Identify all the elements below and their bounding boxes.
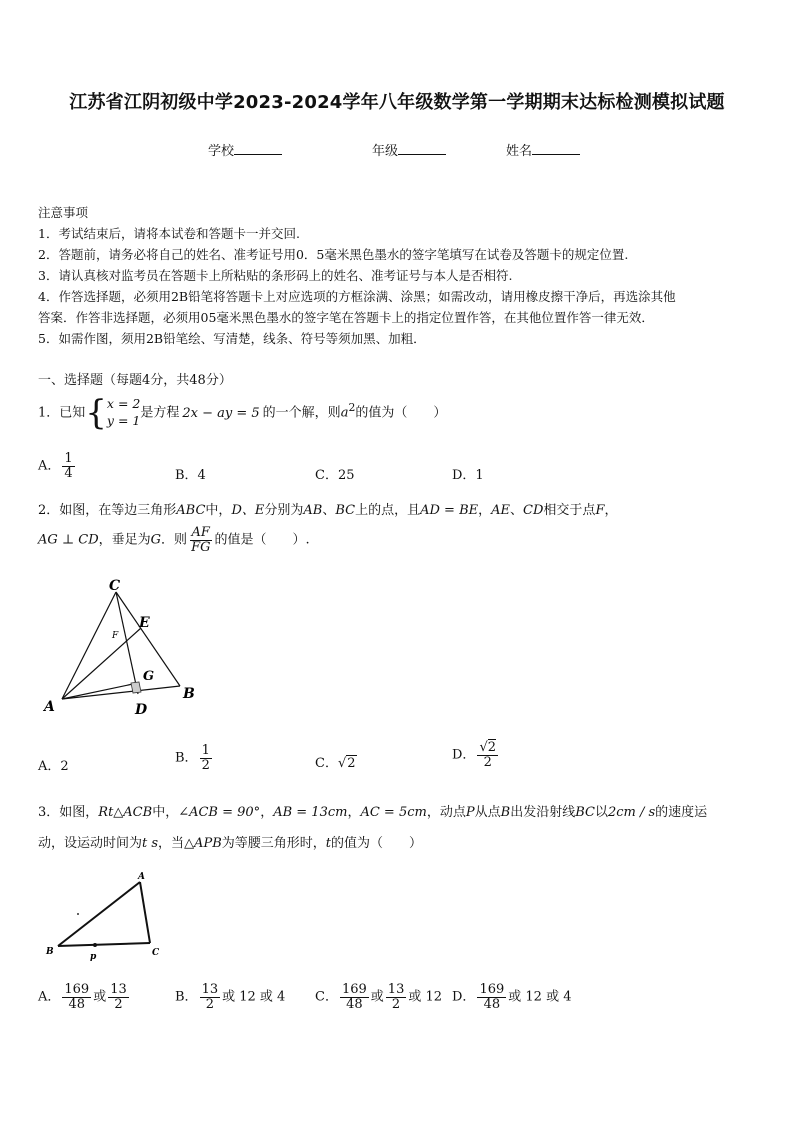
label-a: A: [138, 872, 145, 882]
note-item: 1．考试结束后，请将本试卷和答题卡一并交回.: [38, 226, 300, 241]
note-item: 答案．作答非选择题，必须用05毫米黑色墨水的签字笔在答题卡上的指定位置作答，在其他位置作答一律无效．: [38, 310, 654, 325]
note-item: 2．答题前，请务必将自己的姓名、准考证号用0．5毫米黑色墨水的签字笔填写在试卷及答题卡的规定位置.: [38, 247, 629, 262]
q1-text: 的值为（ ）: [355, 405, 447, 421]
side-ab: [62, 686, 180, 699]
label-c: C: [109, 578, 121, 594]
label-a: A: [44, 699, 55, 715]
side-ba: [58, 882, 140, 946]
q2-option-c: C．√2: [315, 756, 356, 771]
name-label: 姓名: [506, 144, 533, 159]
grade-field: [372, 140, 446, 159]
fraction: $\frac{13}{2}$: [110, 982, 127, 1012]
fraction: $\frac{√2}{2}$: [479, 740, 497, 770]
q2-option-d: D． $\frac{√2}{2}$: [452, 740, 497, 770]
fraction: $\frac{13}{2}$: [387, 982, 405, 1012]
point-p: [93, 943, 97, 947]
grade-label: 年级: [372, 144, 399, 159]
q3-option-c: C． $\frac{169}{48}$ 或 $\frac{13}{2}$ 或 12: [315, 982, 443, 1012]
label-d: D: [135, 702, 148, 718]
question-1: [38, 393, 447, 433]
q2-option-a: A．2: [38, 759, 69, 774]
question-2: 2．如图，在等边三角形ABC中，D、E分别为AB、BC上的点，且AD = BE，AE、CD相交于点F，: [38, 503, 618, 518]
label-b: B: [183, 686, 195, 702]
segment-ae: [62, 628, 141, 699]
fraction: $\frac{169}{48}$: [341, 982, 367, 1012]
fraction: $\frac{169}{48}$: [64, 982, 90, 1012]
grade-blank: [398, 141, 446, 155]
school-field: [208, 140, 282, 159]
q1-var: a: [340, 405, 349, 421]
school-blank: [234, 141, 282, 155]
label-f: F: [112, 631, 119, 641]
q1-text: 是方程: [140, 405, 180, 421]
sqrt-symbol: √2: [337, 756, 356, 771]
label-c: C: [152, 948, 160, 958]
q1-equation: 2x − ay = 5: [182, 405, 260, 421]
q1-text: 1．已知: [38, 405, 86, 421]
name-blank: [532, 141, 580, 155]
q1-option-a: A． $\frac{1}{4}$: [38, 451, 73, 481]
label-e: E: [139, 615, 150, 631]
note-item: 3．请认真核对监考员在答题卡上所粘贴的条形码上的姓名、准考证号与本人是否相符.: [38, 268, 513, 283]
note-item: 4．作答选择题，必须用2B铅笔将答题卡上对应选项的方框涂满、涂黑；如需改动，请用橡皮擦干净后，再选涂其他: [38, 289, 676, 304]
fraction: $\frac{1}{4}$: [64, 451, 73, 481]
label-g: G: [143, 669, 155, 684]
q1-option-b: B．4: [175, 468, 206, 483]
segment-ag: [62, 684, 133, 699]
label-b: B: [46, 947, 54, 957]
triangle-figure-q3: [40, 866, 170, 966]
q3-option-d: D． $\frac{169}{48}$ 或 12 或 4: [452, 982, 572, 1012]
question-3: 3．如图，Rt△ACB中，∠ACB = 90°，AB = 13cm，AC = 5cm，动点P从点B出发沿射线BC以2cm / s的速度运: [38, 805, 708, 820]
q1-option-c: C．25: [315, 468, 355, 483]
fraction: $\frac{1}{2}$: [201, 743, 210, 773]
fraction: $\frac{13}{2}$: [201, 982, 219, 1012]
stray-dot: [77, 913, 79, 915]
side-ac: [62, 592, 116, 699]
school-label: 学校: [208, 144, 235, 159]
q3-option-b: B． $\frac{13}{2}$ 或 12 或 4: [175, 982, 286, 1012]
question-3-line2: 动，设运动时间为t s，当△APB为等腰三角形时，t的值为（ ）: [38, 836, 423, 851]
sqrt-symbol: √2: [479, 740, 497, 755]
question-2-line2: AG ⊥ CD，垂足为G．则 $\frac{AF}{FG}$ 的值是（ ）.: [38, 525, 310, 555]
q1-text: 的一个解，则: [262, 405, 341, 421]
q1-exponent: 2: [348, 401, 356, 415]
note-item: 5．如需作图，须用2B铅笔绘、写清楚，线条、符号等须加黑、加粗．: [38, 331, 426, 346]
q2-option-b: B． $\frac{1}{2}$: [175, 743, 210, 773]
q1-option-d: D．1: [452, 468, 484, 483]
section-heading: 一、选择题（每题4分，共48分）: [38, 373, 232, 388]
name-field: [506, 140, 580, 159]
brace-symbol: {: [85, 393, 107, 433]
triangle-figure-q2: [40, 574, 210, 724]
right-angle-mark: [131, 682, 141, 693]
page-title: 江苏省江阴初级中学2023-2024学年八年级数学第一学期期末达标检测模拟试题: [69, 92, 725, 113]
side-ac: [140, 882, 150, 943]
label-p: p: [90, 952, 97, 962]
equation-system: x = 2 y = 1: [106, 396, 141, 428]
notes-heading: 注意事项: [38, 205, 89, 220]
fraction: $\frac{169}{48}$: [479, 982, 505, 1012]
q3-option-a: A． $\frac{169}{48}$ 或 $\frac{13}{2}$: [38, 982, 127, 1012]
fraction: $\frac{AF}{FG}$: [191, 525, 211, 555]
side-bc: [58, 943, 150, 946]
